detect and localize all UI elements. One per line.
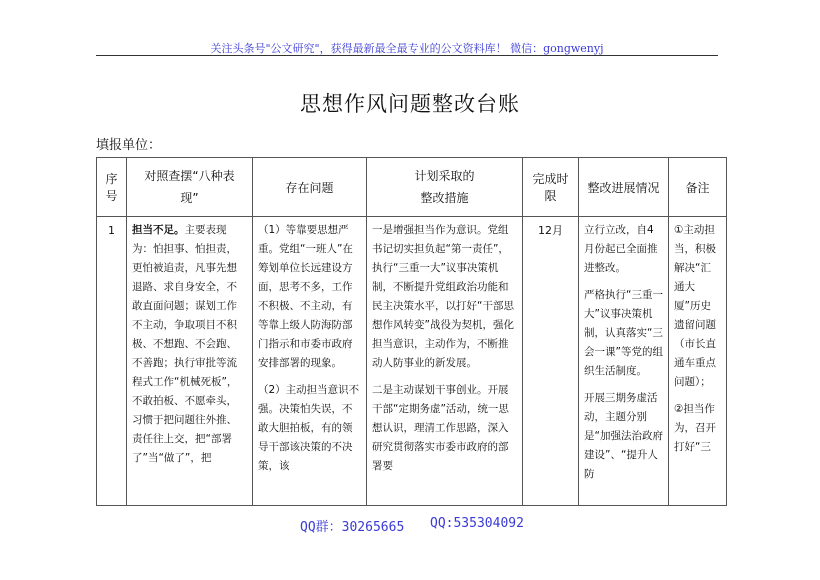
- col-header-against: [127, 158, 253, 217]
- col-header-seq: 序号: [97, 158, 127, 217]
- col-header-progress: 整改进展情况: [579, 158, 669, 217]
- table-row: [97, 217, 727, 506]
- cell-remarks: [669, 217, 727, 506]
- cell-against: [127, 217, 253, 506]
- problems-paragraph-1: （1）等靠要思想严重。党组“一班人”在筹划单位长远建设方面，思考不多，工作不积极、不主动，有等靠上级人防海防部门指示和市委市政府安排部署的现象。: [258, 224, 353, 369]
- problems-paragraph-2: （2）主动担当意识不强。决策怕失误，不敢大胆拍板，有的领导干部该决策的不决策，该: [258, 384, 360, 472]
- cell-problems: [253, 217, 367, 506]
- cell-measures: [367, 217, 523, 506]
- progress-paragraph-1: 立行立改，自4月份起已全面推进整改。: [584, 224, 658, 274]
- footer-qq: QQ:535304092: [430, 516, 524, 531]
- cell-seq: 1: [97, 217, 127, 506]
- header-banner: 关注头条号"公文研究"，获得最新最全最专业的公文资料库！ 微信：gongwenyj: [210, 42, 604, 55]
- col-header-measures: [367, 158, 523, 217]
- table-header-row: [97, 158, 727, 217]
- against-text: 主要表现为：怕担事、怕担责，更怕被追责，凡事先想退路、求自身安全，不敢直面问题；谋划工作不主动，争取项目不积极、不想跑、不会跑、不善跑；执行审批等流程式工作“机械死板”，不敢拍板、不愿牵头，习惯于把问题往外推、责任往上交，把“部署了”当“做了”，把: [132, 224, 238, 464]
- reporting-unit-label: 填报单位：: [96, 138, 162, 153]
- footer-qq-group: QQ群：30265665: [300, 520, 405, 535]
- progress-paragraph-3: 开展三期务虚活动，主题分别是“加强法治政府建设”、“提升人防: [584, 392, 663, 480]
- col-header-against-line2: 现”: [180, 191, 199, 205]
- col-header-problems: 存在问题: [253, 158, 367, 217]
- against-heading: 担当不足。: [132, 224, 185, 236]
- progress-paragraph-2: 严格执行“三重一大”议事决策机制，认真落实“三会一课”等党的组织生活制度。: [584, 289, 663, 377]
- cell-deadline: 12月: [523, 217, 579, 506]
- measures-paragraph-1: 一是增强担当作为意识。党组书记切实担负起“第一责任”，执行“三重一大”议事决策机制，不断提升党组政治功能和民主决策水平，以打好“干部思想作风转变”战役为契机，强化担当意识，主动作为，不断推动人防事业的新发展。: [372, 224, 514, 369]
- header-divider: [96, 55, 718, 56]
- rectification-ledger-table: [96, 157, 727, 506]
- col-header-remarks: 备注: [669, 158, 727, 217]
- col-header-deadline: 完成时限: [523, 158, 579, 217]
- document-title: 思想作风问题整改台账: [300, 92, 520, 116]
- measures-paragraph-2: 二是主动谋划干事创业。开展干部“定期务虚”活动，统一思想认识，理清工作思路，深入研究贯彻落实市委市政府的部署要: [372, 384, 509, 472]
- col-header-measures-line1: 计划采取的: [414, 169, 475, 183]
- cell-progress: [579, 217, 669, 506]
- col-header-against-line1: 对照查摆“八种表: [144, 169, 235, 183]
- remarks-paragraph-2: ②担当作为，召开打好“三: [674, 403, 716, 453]
- col-header-measures-line2: 整改措施: [420, 191, 469, 205]
- remarks-paragraph-1: ①主动担当，积极解决“汇通大厦”历史遗留问题（市长直通车重点问题）；: [674, 224, 716, 388]
